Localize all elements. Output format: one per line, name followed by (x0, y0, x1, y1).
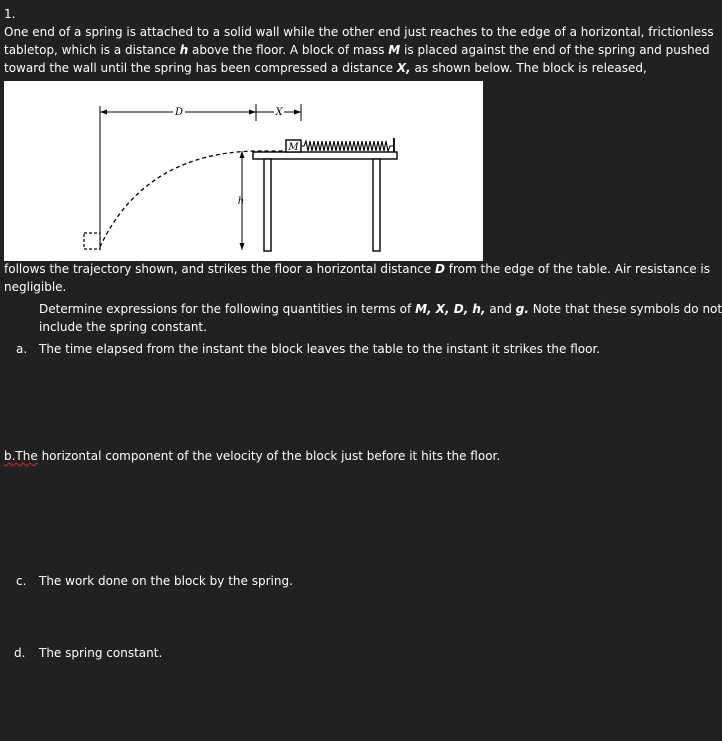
label-d: D (174, 107, 184, 118)
part-a-label: a. (16, 342, 28, 356)
table-leg-left (264, 159, 271, 251)
intro-line-1: One end of a spring is attached to a solid wall while the other end just reaches to the edge of a horizontal, frictionless (4, 25, 714, 39)
part-d-label: d. (14, 646, 26, 660)
table-top (253, 152, 397, 159)
problem-number: 1. (4, 7, 16, 21)
label-m: M (288, 142, 299, 153)
d-arrow-right (249, 110, 256, 115)
part-b-text: horizontal component of the velocity of the block just before it hits the floor. (37, 449, 501, 463)
label-x: X (275, 107, 283, 118)
part-d-text: The spring constant. (39, 646, 163, 660)
after-line-1: follows the trajectory shown, and strikes the floor a horizontal distance D from the edge of the table. Air resistance is (4, 262, 710, 276)
trajectory-path (100, 151, 286, 247)
intro-line-3: toward the wall until the spring has been compressed a distance X, as shown below. The block is released, (4, 61, 647, 75)
determine-line-1: Determine expressions for the following quantities in terms of M, X, D, h, and g. Note that these symbols do not (39, 302, 722, 316)
part-b (4, 447, 500, 465)
landed-block (84, 233, 100, 249)
spring-block-diagram (4, 81, 483, 261)
h-arrow-bottom (240, 243, 245, 250)
spring (301, 141, 394, 151)
d-arrow-left (100, 110, 107, 115)
part-c-text: The work done on the block by the spring. (39, 574, 293, 588)
table-leg-right (373, 159, 380, 251)
x-arrow-right (294, 110, 301, 115)
part-a-text: The time elapsed from the instant the block leaves the table to the instant it strikes the floor. (39, 342, 601, 356)
part-b-prefix: b.The (4, 449, 38, 463)
label-h: h (237, 196, 245, 207)
intro-line-2: tabletop, which is a distance h above the floor. A block of mass M is placed against the end of the spring and pushed (4, 43, 710, 57)
determine-line-2: include the spring constant. (39, 320, 207, 334)
after-line-2: negligible. (4, 280, 67, 294)
part-c-label: c. (16, 574, 27, 588)
